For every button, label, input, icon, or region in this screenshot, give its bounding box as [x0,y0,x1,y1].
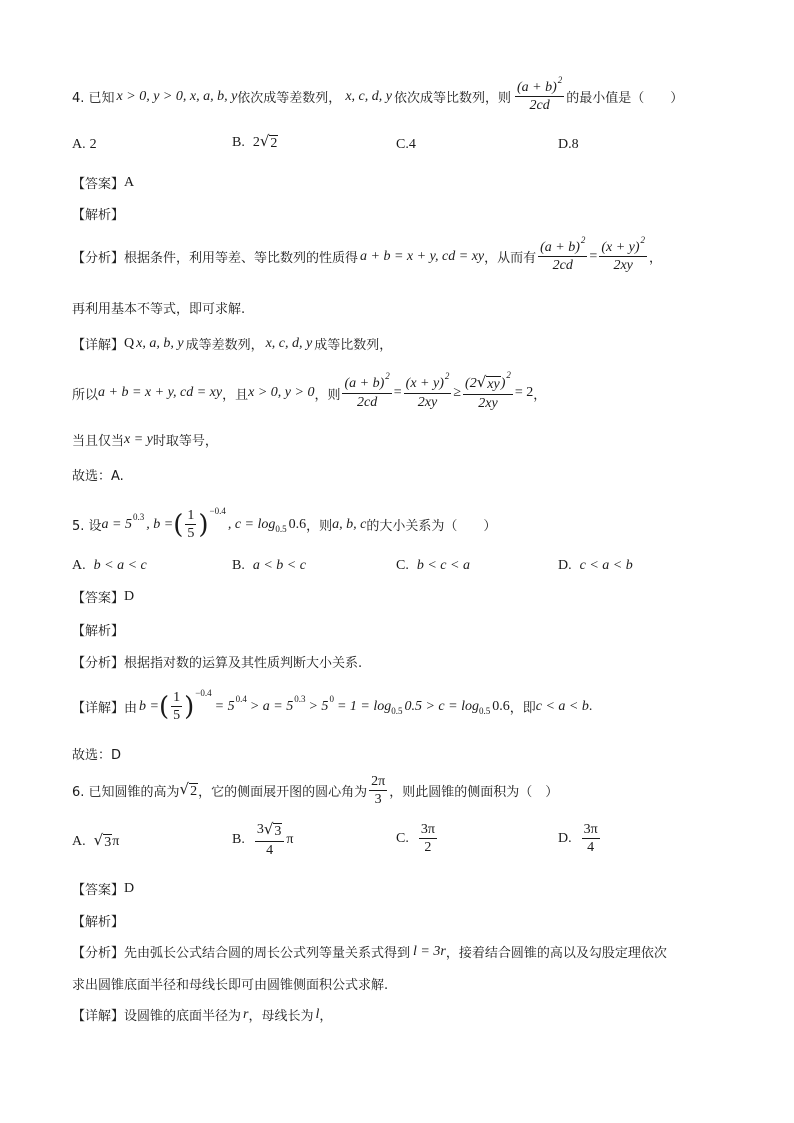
q5-stem: 5. 设 a = 5 0.3 , b = ( $\frac{1}{5}$ ) −0.4 , c = log 0.5 0.6 ，则 a, b, c 的大小关系为（ ） [72,505,497,542]
q6-jiexi [72,911,124,930]
q5-xj-exp: −0.4 [195,687,212,698]
q5-jiexi-tag: 【解析】 [72,624,125,639]
q6-option-d-den: 4 [587,840,595,856]
q6-prefix: 6. 已知圆锥的高为 [72,785,180,801]
q6-option-c-label: C. [396,830,409,846]
q4-xj2-frac1-num: (a + b) [344,376,385,392]
q4-equality-condition [72,430,218,449]
q6-answer [72,879,134,898]
q6-text1: ，它的侧面展开图的圆心角为 [198,785,368,801]
q4-fenxi-text1: 根据条件，利用等差、等比数列的性质得 [124,251,359,267]
q4-xj2-frac3-den: 2xy [478,396,498,412]
q5-xj-result: c < a < b [535,698,589,714]
q4-fenxi-frac1-den: 2cd [552,258,573,274]
q4-fenxi-text2: ，从而有 [484,251,537,267]
q5-c-arg: 0.6 [288,516,307,532]
q4-fenxi-frac2 [599,235,647,274]
q4-fenxi-frac1-num: (a + b) [540,240,580,255]
q5-c-base: 0.5 [275,523,287,534]
q5-xiangjie-tag: 【详解】 [72,701,125,717]
q5-choose [72,744,121,763]
q4-xj2-cond: x > 0, y > 0 [248,385,315,401]
q6-fenxi-text1: 先由弧长公式结合圆的周长公式列等量关系式得到 [124,946,411,961]
q4-jiexi-tag: 【解析】 [72,208,125,223]
q4-fenxi-frac1 [538,235,587,274]
q5-a-exp: 0.3 [133,511,145,522]
q6-xj-r: r [243,1006,249,1022]
q4-xj2-frac1-den: 2cd [357,394,378,410]
q4-xj-text1: 成等差数列， [185,338,264,353]
q5-b-eq: , b = [146,516,174,532]
q4-fenxi [72,235,663,274]
q6-xiangjie-tag: 【详解】 [72,1009,125,1024]
q6-answer-value: D [124,880,135,896]
q4-fenxi-frac2-num: (x + y) [601,240,640,255]
q4-xiangjie-line2 [72,370,547,412]
q4-option-c [396,137,416,153]
q5-a-eq: a = 5 [101,516,132,532]
q6-option-d-num: 3π [582,822,600,839]
q6-option-b-coef: 3 [256,822,264,837]
q4-frac-exp: 2 [557,75,563,85]
q4-xj2-frac2 [404,371,452,410]
q6-option-c-den: 2 [424,840,432,856]
q5-option-c [396,558,470,574]
q4-cond1: x > 0, y > 0, x, a, b, y [116,88,238,104]
q6-option-a-label: A. [72,834,86,850]
q5-c-eq: , c = log [227,516,276,532]
q5-answer-tag: 【答案】 [72,591,125,606]
q5-vars: a, b, c [332,516,367,532]
q5-b-den: 5 [187,526,195,542]
q6-xiangjie [72,1005,332,1024]
q5-xj-text1: 由 [124,701,138,717]
q5-option-c-label: C. [396,558,409,573]
q5-xj-chain5: 0.5 > c = log [404,698,479,714]
q5-b-fraction [185,508,196,542]
q4-answer [72,173,134,192]
q4-xj3-text2: 时取等号， [152,434,218,449]
q6-xj-l: l [315,1006,320,1022]
q6-option-c [396,822,439,856]
q4-text3: 的最小值是（ ） [566,91,684,107]
q5-xj-e1: 0.4 [235,693,247,704]
q6-option-a-radicand: 3 [104,835,112,850]
q5-option-a [72,558,147,574]
q6-stem [72,774,558,808]
q5-xj-den: 5 [173,708,181,724]
q4-option-b [232,134,278,152]
q5-b-num: 1 [185,508,196,525]
q4-xj2-equals: = [393,385,402,401]
q4-fenxi-frac2-exp: 2 [640,235,646,245]
q5-xj-chain1: = 5 [214,698,235,714]
q4-option-b-sqrt: √ 2 [259,132,278,151]
q4-option-d-label: D. [558,137,572,152]
q6-option-d-label: D. [558,830,572,846]
q4-xj-seq1: x, a, b, y [136,335,184,351]
q4-xj-seq2: x, c, d, y [265,335,313,351]
q5-xj-b: b = [139,698,159,714]
q5-xj-fraction [171,690,182,724]
q6-angle-fraction [369,774,387,808]
q4-xj2-frac3-coef: 2 [469,376,477,392]
q4-xj2-frac2-den: 2xy [417,394,438,410]
q4-fenxi-frac2-den: 2xy [613,258,633,274]
q4-stem [72,75,684,114]
q6-answer-tag: 【答案】 [72,883,125,898]
q4-xj2-frac3-exp: 2 [506,370,511,381]
q4-option-b-label: B. [232,135,245,151]
q5-option-c-value: b < c < a [416,558,470,573]
q4-choose [72,465,124,484]
q4-text1: 依次成等差数列， [237,91,342,107]
q6-height-radicand: 2 [190,783,198,799]
q4-prefix: 4. 已知 [72,91,115,107]
q4-option-b-radicand: 2 [270,136,278,151]
q4-fenxi-line2-text: 再利用基本不等式，即可求解. [72,302,246,317]
q5-xj-chain2: > a = 5 [249,698,294,714]
q5-option-d [558,558,633,574]
q4-frac-num: (a + b) [516,80,557,95]
q6-option-b [232,822,293,858]
q4-option-c-value: 4 [408,137,416,152]
q4-option-b-coef: 2 [252,135,260,151]
q5-xj-chain6: 0.6 [492,698,510,714]
q5-jiexi [72,620,124,639]
q4-xj2-geq: ≥ [453,385,462,401]
q5-answer [72,587,134,606]
q4-frac-den: 2cd [529,98,550,114]
q4-option-d-value: 8 [571,137,579,152]
q4-xj2-frac2-num: (x + y) [405,376,444,392]
q6-option-d [558,822,602,856]
q6-option-c-fraction [419,822,437,856]
q6-fenxi-eq: l = 3r [413,943,446,959]
q4-option-a-value: 2 [89,137,97,152]
q4-option-a [72,137,97,153]
q6-option-b-pi: π [286,832,294,848]
q4-fenxi-frac1-exp: 2 [580,235,586,245]
q6-height-sqrt: √ 2 [179,779,198,799]
q6-option-d-fraction [582,822,600,856]
q5-option-d-label: D. [558,558,572,573]
q6-option-a-pi: π [112,834,120,850]
q6-option-a-sqrt: √ 3 [93,831,112,850]
q5-choose-text: 故选：D [72,748,122,763]
q4-xj2-result: = 2 [514,385,534,401]
q4-xj2-text1: ，且 [222,387,249,403]
q4-choose-text: 故选：A. [72,469,124,484]
q4-fenxi-eq: a + b = x + y, cd = xy [360,248,485,264]
q5-fenxi-text: 根据指对数的运算及其性质判断大小关系. [124,656,363,671]
q4-xj2-text2: ，则 [314,387,341,403]
q5-fenxi-tag: 【分析】 [72,656,125,671]
q6-option-b-label: B. [232,832,245,848]
q4-text2: 依次成等比数列，则 [393,91,511,107]
q4-xj2-end: ， [533,387,547,403]
q5-b-exp: −0.4 [209,505,226,516]
q4-answer-value: A [124,174,135,190]
q6-fenxi [72,942,667,961]
q6-fenxi-line2-text: 求出圆锥底面半径和母线长即可由圆锥侧面积公式求解. [72,978,389,993]
q6-option-b-radicand: 3 [274,824,282,839]
q4-xj2-so: 所以 [72,387,99,403]
q6-option-b-fraction: 3 √ 3 4 [255,822,285,858]
q4-xj3-text: 当且仅当 [72,434,125,449]
q6-option-b-den: 4 [266,843,274,859]
q4-fenxi-tag: 【分析】 [72,251,125,267]
q5-xj-num: 1 [171,690,182,707]
q4-xj2-frac3-sqrt: √ xy [476,373,500,392]
q4-xj2-frac1-exp: 2 [385,371,390,382]
q4-option-c-label: C. [396,137,409,152]
q4-xj-text2: 成等比数列， [314,338,393,353]
q4-xj2-frac3: ( 2 √ xy ) 2 2xy [465,370,511,412]
q5-option-d-value: c < a < b [579,558,633,573]
q6-angle-den: 3 [374,792,382,808]
q5-option-b [232,558,306,574]
q4-xj3-eq: x = y [124,431,153,447]
q5-prefix: 5. 设 [72,519,102,535]
q4-xj2-frac1 [342,371,391,410]
q4-option-a-label: A. [72,137,86,152]
q5-fenxi [72,652,362,671]
q4-xiangjie [72,334,392,353]
q6-xj-text3: ， [319,1009,333,1024]
q4-option-d [558,137,579,153]
q4-xj2-frac3-radicand: xy [487,377,500,392]
q6-xj-text1: 设圆锥的底面半径为 [124,1009,242,1024]
q5-xj-text2: ，即 [509,701,536,717]
q4-because-symbol: Q [124,335,135,351]
q6-option-a [72,833,119,851]
q5-answer-value: D [124,588,135,604]
q5-option-b-label: B. [232,558,245,573]
q5-xj-dot: . [588,698,593,714]
q5-option-a-value: b < a < c [93,558,147,573]
q5-text1: ，则 [306,519,333,535]
q4-fraction [515,75,564,114]
q4-cond2: x, c, d, y [345,88,392,104]
q5-option-b-value: a < b < c [252,558,306,573]
q4-fenxi-equals: = [589,248,598,264]
q4-xj2-frac2-exp: 2 [444,371,450,382]
q6-text2: ，则此圆锥的侧面积为（ ） [389,785,559,801]
q5-option-a-label: A. [72,558,86,573]
q5-xj-e2: 0.3 [294,693,306,704]
q6-fenxi-text2: ，接着结合圆锥的高以及勾股定理依次 [445,946,667,961]
q4-jiexi [72,204,124,223]
q6-fenxi-tag: 【分析】 [72,946,125,961]
q5-text2: 的大小关系为（ ） [366,519,497,535]
q5-xj-e3: 0 [329,693,334,704]
q4-xiangjie-tag: 【详解】 [72,338,125,353]
q6-jiexi-tag: 【解析】 [72,915,125,930]
q6-option-c-num: 3π [419,822,437,839]
q5-xj-chain3: > 5 [308,698,329,714]
q5-xj-base2: 0.5 [478,705,491,716]
q5-xj-chain4: = 1 = log [336,698,392,714]
q6-angle-num: 2π [369,774,387,791]
q6-fenxi-line2 [72,974,388,993]
q6-xj-text2: ，母线长为 [248,1009,314,1024]
q4-fenxi-line2 [72,298,245,317]
q4-xj2-eq: a + b = x + y, cd = xy [98,385,223,401]
q4-fenxi-comma: ， [649,251,663,267]
q5-xiangjie: 【详解】 由 b = ( $\frac{1}{5}$ ) −0.4 = 5 0.4 > a = 5 0.3 > 5 0 = 1 = log 0.5 0.5 > c = log 0.5 0.6 ，即 c < a < b . [72,687,593,724]
q4-answer-tag: 【答案】 [72,177,125,192]
q5-xj-base1: 0.5 [391,705,403,716]
